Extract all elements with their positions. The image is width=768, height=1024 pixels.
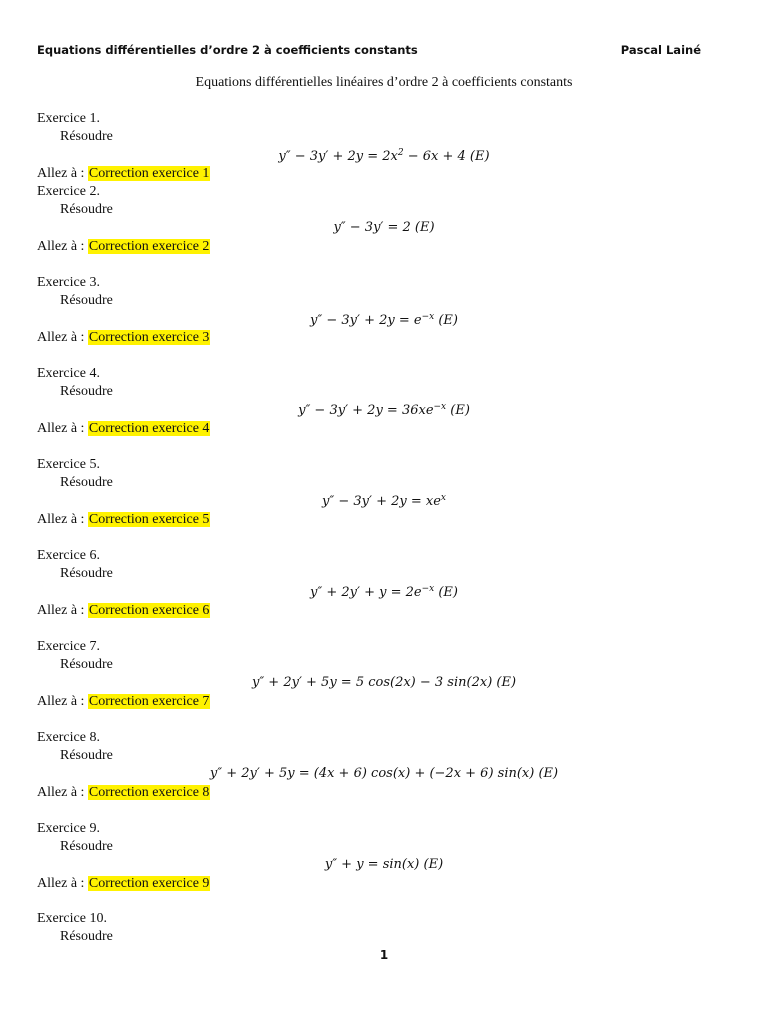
correction-link[interactable]: Correction exercice 3: [88, 330, 210, 345]
correction-link[interactable]: Correction exercice 7: [88, 694, 210, 709]
exercise-instruction: Résoudre: [60, 839, 113, 854]
exercise-instruction: Résoudre: [60, 748, 113, 763]
correction-link[interactable]: Correction exercice 6: [88, 603, 210, 618]
header-course-title: Equations différentielles d’ordre 2 à coefficients constants: [37, 43, 418, 57]
equation: $y'' + 2y' + y = 2e^{-x}$ (E): [310, 584, 458, 600]
exercise-instruction: Résoudre: [60, 566, 113, 581]
correction-link-row: Allez à : Correction exercice 1: [37, 166, 210, 181]
exercise-title: Exercice 7.: [37, 639, 100, 654]
document-title: Equations différentielles linéaires d’ordre 2 à coefficients constants: [195, 75, 573, 90]
equation: $y'' - 3y' + 2y = e^{-x}$ (E): [310, 312, 458, 328]
exercise-title: Exercice 2.: [37, 184, 100, 199]
equation: y″ + y = sin(x) (E): [324, 857, 444, 872]
equation: y″ − 3y′ = 2 (E): [333, 220, 435, 235]
exercise-title: Exercice 10.: [37, 911, 107, 926]
header-author: Pascal Lainé: [620, 43, 701, 57]
exercise-title: Exercice 3.: [37, 275, 100, 290]
exercise-instruction: Résoudre: [60, 384, 113, 399]
equation: $y'' - 3y' + 2y = 2x^2 - 6x + 4$ (E): [278, 148, 490, 164]
exercise-title: Exercice 9.: [37, 821, 100, 836]
correction-link-row: Allez à : Correction exercice 8: [37, 785, 210, 800]
correction-link[interactable]: Correction exercice 2: [88, 239, 210, 254]
correction-link-row: Allez à : Correction exercice 9: [37, 876, 210, 891]
correction-link[interactable]: Correction exercice 5: [88, 512, 210, 527]
equation: y″ + 2y′ + 5y = (4x + 6) cos(x) + (−2x + 6) sin(x) (E): [209, 766, 559, 781]
exercise-instruction: Résoudre: [60, 657, 113, 672]
correction-link-row: Allez à : Correction exercice 6: [37, 603, 210, 618]
equation: $y'' - 3y' + 2y = 36xe^{-x}$ (E): [298, 402, 470, 418]
exercise-instruction: Résoudre: [60, 475, 113, 490]
page-number: 1: [379, 948, 389, 962]
exercise-title: Exercice 4.: [37, 366, 100, 381]
correction-link[interactable]: Correction exercice 4: [88, 421, 210, 436]
exercise-instruction: Résoudre: [60, 929, 113, 944]
correction-link-row: Allez à : Correction exercice 3: [37, 330, 210, 345]
correction-link-row: Allez à : Correction exercice 2: [37, 239, 210, 254]
exercise-instruction: Résoudre: [60, 202, 113, 217]
correction-link-row: Allez à : Correction exercice 5: [37, 512, 210, 527]
exercise-title: Exercice 1.: [37, 111, 100, 126]
correction-link-row: Allez à : Correction exercice 4: [37, 421, 210, 436]
exercise-title: Exercice 6.: [37, 548, 100, 563]
exercise-title: Exercice 8.: [37, 730, 100, 745]
exercise-instruction: Résoudre: [60, 293, 113, 308]
correction-link[interactable]: Correction exercice 8: [88, 785, 210, 800]
correction-link-row: Allez à : Correction exercice 7: [37, 694, 210, 709]
correction-link[interactable]: Correction exercice 1: [88, 166, 210, 181]
exercise-instruction: Résoudre: [60, 129, 113, 144]
correction-link[interactable]: Correction exercice 9: [88, 876, 210, 891]
exercise-title: Exercice 5.: [37, 457, 100, 472]
equation: $y'' - 3y' + 2y = xe^x$: [322, 493, 446, 509]
equation: y″ + 2y′ + 5y = 5 cos(2x) − 3 sin(2x) (E): [251, 675, 517, 690]
page-header: [37, 43, 701, 61]
